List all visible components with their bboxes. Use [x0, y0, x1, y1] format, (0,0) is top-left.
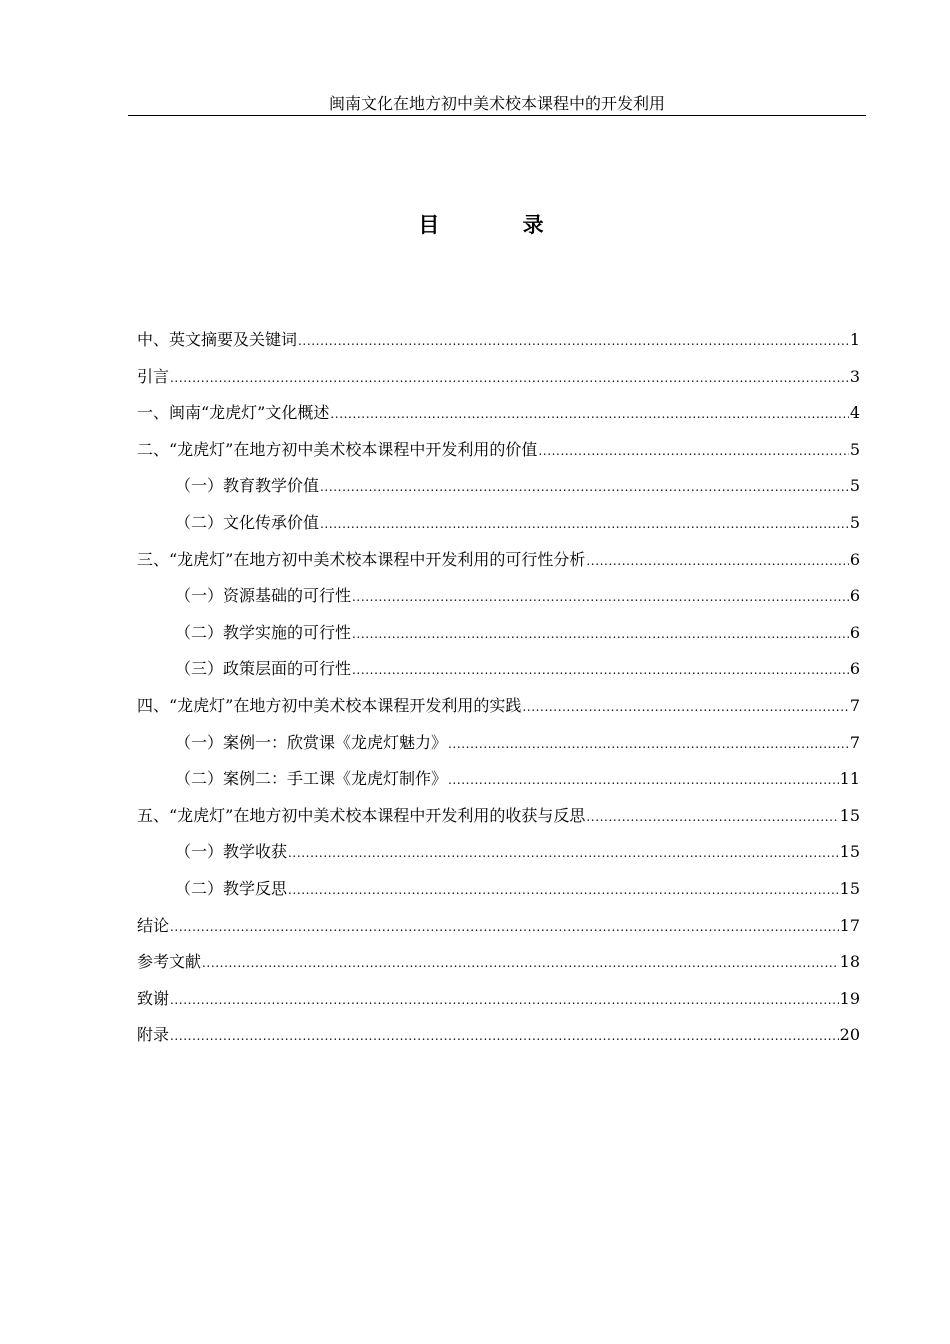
toc-entry-section-3-3[interactable]	[137, 656, 860, 693]
toc-entry-introduction[interactable]	[137, 364, 860, 401]
toc-entry-label: 致谢	[137, 988, 170, 1008]
toc-entry-label: （一）资源基础的可行性	[175, 586, 352, 606]
toc-entry-chapter-5[interactable]	[137, 803, 860, 840]
toc-page-number: 3	[849, 366, 860, 386]
toc-entry-label: 中、英文摘要及关键词	[137, 330, 298, 349]
toc-entry-section-2-2[interactable]	[137, 510, 860, 547]
toc-page-number: 5	[849, 476, 860, 496]
toc-page-number: 15	[839, 805, 860, 825]
header-divider	[128, 115, 866, 116]
toc-entry-section-4-2[interactable]	[137, 766, 860, 803]
toc-page-number: 18	[839, 952, 860, 972]
table-of-contents	[137, 327, 860, 1059]
toc-page-number: 5	[849, 512, 860, 532]
toc-entry-section-5-1[interactable]	[137, 839, 860, 876]
toc-dot-leader	[320, 511, 849, 537]
toc-entry-label: 附录	[137, 1025, 170, 1045]
toc-entry-section-3-1[interactable]	[137, 583, 860, 620]
toc-dot-leader	[538, 438, 848, 464]
toc-entry-acknowledgements[interactable]	[137, 986, 860, 1023]
toc-entry-references[interactable]	[137, 949, 860, 986]
toc-page-number: 15	[839, 842, 860, 862]
toc-dot-leader	[330, 401, 848, 427]
toc-dot-leader	[352, 621, 849, 647]
toc-page-number: 6	[849, 622, 860, 642]
toc-dot-leader	[586, 548, 848, 574]
toc-entry-label: 三、“龙虎灯”在地方初中美术校本课程中开发利用的可行性分析	[137, 549, 586, 569]
toc-dot-leader	[170, 987, 839, 1013]
toc-entry-label: 结论	[137, 915, 170, 935]
toc-entry-chapter-4[interactable]	[137, 693, 860, 730]
toc-dot-leader	[170, 914, 839, 940]
toc-dot-leader	[320, 474, 849, 500]
toc-entry-label: 一、闽南“龙虎灯”文化概述	[137, 403, 330, 423]
toc-dot-leader	[522, 694, 848, 720]
toc-entry-label: （二）案例二：手工课《龙虎灯制作》	[175, 769, 448, 789]
toc-dot-leader	[448, 731, 849, 757]
toc-page-number: 17	[839, 915, 860, 935]
toc-entry-label: （一）案例一：欣赏课《龙虎灯魅力》	[175, 732, 448, 752]
toc-dot-leader	[288, 840, 839, 866]
toc-entry-label: （二）教学实施的可行性	[175, 622, 352, 642]
running-header-title: 闽南文化在地方初中美术校本课程中的开发利用	[328, 94, 665, 113]
toc-page-number: 11	[839, 769, 860, 789]
toc-dot-leader	[170, 1023, 839, 1049]
toc-page-number: 6	[849, 549, 860, 569]
toc-entry-label: （二）教学反思	[175, 878, 288, 898]
toc-page-number: 6	[849, 586, 860, 606]
toc-entry-chapter-3[interactable]	[137, 547, 860, 584]
toc-entry-label: （一）教学收获	[175, 842, 288, 862]
toc-entry-section-5-2[interactable]	[137, 876, 860, 913]
toc-entry-chapter-2[interactable]	[137, 437, 860, 474]
toc-entry-abstract[interactable]	[137, 327, 860, 364]
toc-entry-section-2-1[interactable]	[137, 473, 860, 510]
toc-entry-label: （一）教育教学价值	[175, 476, 320, 496]
toc-entry-label: 参考文献	[137, 952, 202, 972]
toc-entry-label: 二、“龙虎灯”在地方初中美术校本课程中开发利用的价值	[137, 439, 538, 459]
toc-page-number: 4	[849, 403, 860, 423]
toc-entry-section-3-2[interactable]	[137, 620, 860, 657]
toc-dot-leader	[288, 877, 839, 903]
toc-entry-label: （二）文化传承价值	[175, 512, 320, 532]
toc-page-number: 7	[849, 695, 860, 715]
toc-dot-leader	[298, 328, 849, 354]
toc-entry-label: （三）政策层面的可行性	[175, 659, 352, 679]
toc-entry-appendix[interactable]	[137, 1022, 860, 1059]
toc-page-number: 20	[839, 1025, 860, 1045]
toc-entry-chapter-1[interactable]	[137, 400, 860, 437]
toc-page-number: 1	[849, 330, 860, 349]
toc-dot-leader	[448, 767, 839, 793]
toc-page-number: 5	[849, 439, 860, 459]
toc-page-number: 6	[849, 659, 860, 679]
toc-dot-leader	[202, 950, 839, 976]
toc-entry-label: 五、“龙虎灯”在地方初中美术校本课程中开发利用的收获与反思	[137, 805, 586, 825]
toc-dot-leader	[170, 365, 849, 391]
toc-entry-conclusion[interactable]	[137, 913, 860, 950]
toc-entry-label: 引言	[137, 366, 170, 386]
toc-entry-label: 四、“龙虎灯”在地方初中美术校本课程开发利用的实践	[137, 695, 522, 715]
toc-dot-leader	[352, 584, 849, 610]
toc-entry-section-4-1[interactable]	[137, 730, 860, 767]
toc-page-number: 15	[839, 878, 860, 898]
toc-dot-leader	[352, 657, 849, 683]
toc-page-number: 7	[849, 732, 860, 752]
toc-dot-leader	[586, 804, 838, 830]
toc-title: 目 录	[418, 212, 582, 237]
toc-page-number: 19	[839, 988, 860, 1008]
